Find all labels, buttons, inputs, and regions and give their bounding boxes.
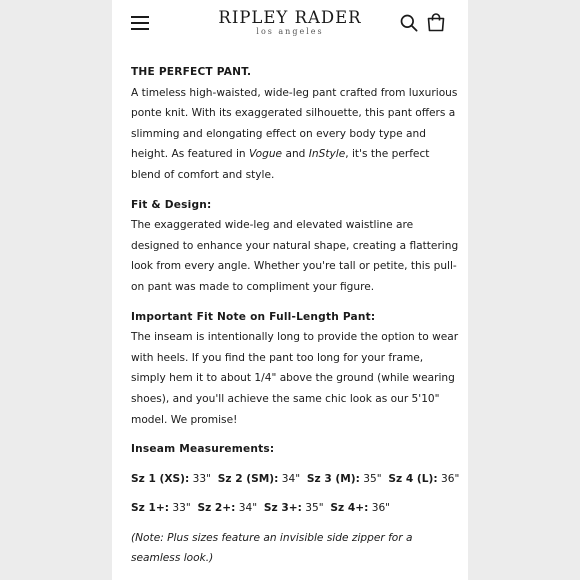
shopping-bag-icon[interactable]: [426, 12, 446, 32]
size-value: 34": [281, 472, 301, 485]
vogue-text: Vogue: [249, 148, 283, 161]
fit-paragraph: The exaggerated wide-leg and elevated waistline are designed to enhance your natural shape, creating a flattering look from every angle. Whether you're tall or petite, this pull-on pant was made to compliment your figure.: [131, 219, 459, 293]
inseam-row-plus: [131, 498, 461, 519]
intro-end-text: , it's the perfect blend of comfort and style.: [131, 148, 430, 181]
size-value: 35": [363, 472, 382, 485]
size-value: 34": [238, 502, 258, 515]
size-value: 36": [440, 472, 460, 485]
size-label: Sz 4 (L):: [388, 472, 438, 485]
intro-text: A timeless high-waisted, wide-leg pant crafted from luxurious ponte knit. With its exaggerated silhouette, this pant offers a slimming and elongating effect on every body type and height. As featured in: [131, 86, 458, 161]
size-label: Sz 1+:: [131, 502, 169, 515]
brand-name: RIPLEY RADER: [218, 8, 362, 27]
site-header: [112, 0, 468, 48]
product-page: [112, 0, 468, 580]
size-label: Sz 3+:: [263, 502, 302, 515]
instyle-text: InStyle: [308, 148, 346, 161]
section-title-inseam: Inseam Measurements:: [131, 443, 275, 456]
size-value: 33": [172, 502, 191, 515]
section-title-perfect-pant: THE PERFECT PANT.: [131, 66, 252, 78]
size-label: Sz 3 (M):: [306, 472, 360, 485]
size-label: Sz 4+:: [330, 502, 369, 515]
size-label: Sz 2 (SM):: [217, 472, 279, 485]
plus-size-note: (Note: Plus sizes feature an invisible side zipper for a seamless look.): [131, 531, 413, 565]
size-label: Sz 1 (XS):: [131, 472, 190, 485]
product-description: [131, 62, 461, 569]
size-label: Sz 2+:: [197, 502, 236, 515]
section-title-fit-note: Important Fit Note on Full-Length Pant:: [131, 310, 376, 323]
section-title-fit-design: Fit & Design:: [131, 198, 212, 211]
inseam-row-standard: [131, 469, 461, 490]
size-value: 36": [371, 502, 391, 515]
search-icon[interactable]: [400, 14, 418, 32]
intro-and-text: and: [282, 148, 309, 161]
intro-paragraph: [131, 83, 461, 186]
fit-note-paragraph: The inseam is intentionally long to provide the option to wear with heels. If you find the pant too long for your frame, simply hem it to about 1/4" above the ground (while wearing shoes), and you'll achieve the same chic look as our 5'10" model. We promise!: [131, 331, 459, 426]
size-value: 35": [305, 502, 324, 515]
size-value: 33": [192, 472, 211, 485]
brand-location: los angeles: [256, 27, 324, 36]
